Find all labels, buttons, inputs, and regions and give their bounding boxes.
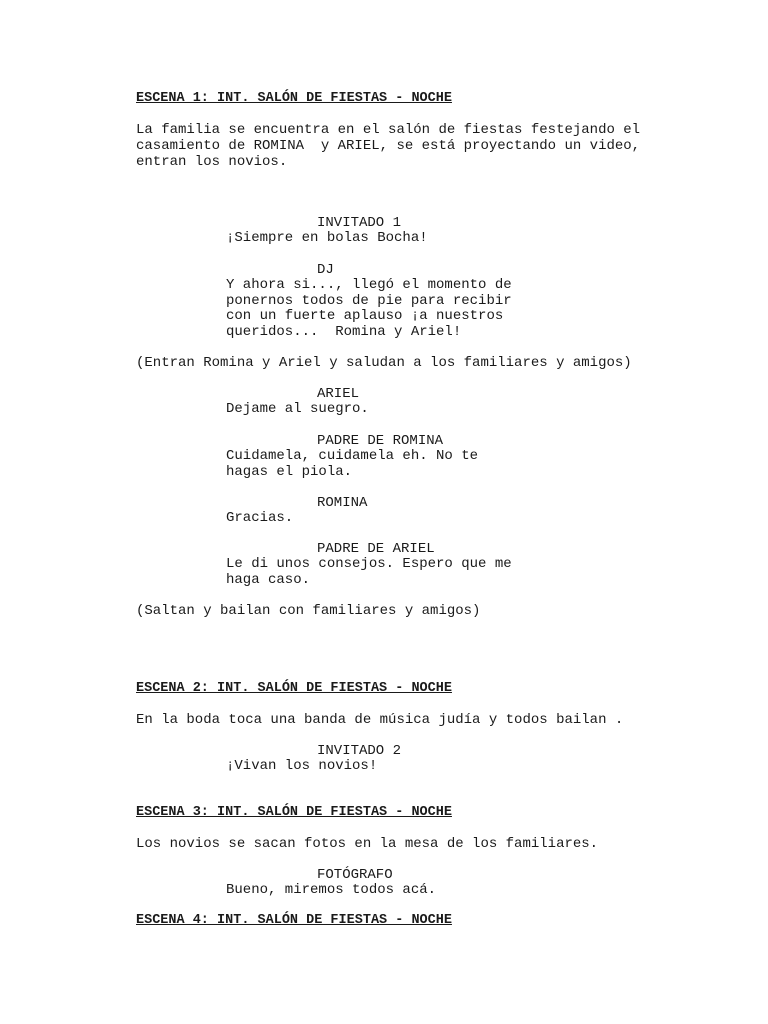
scene-1-action-3: (Saltan y bailan con familiares y amigos) <box>136 603 481 619</box>
dialogue-padre-de-romina: Cuidamela, cuidamela eh. No te hagas el piola. <box>226 448 479 480</box>
scene-4-heading: ESCENA 4: INT. SALÓN DE FIESTAS - NOCHE <box>136 913 452 928</box>
character-invitado-1: INVITADO 1 <box>317 215 402 231</box>
character-invitado-2: INVITADO 2 <box>317 743 402 759</box>
character-dj: DJ <box>317 262 334 278</box>
character-padre-de-ariel: PADRE DE ARIEL <box>317 541 435 557</box>
dialogue-dj: Y ahora si..., llegó el momento de ponernos todos de pie para recibir con un fuerte aplauso ¡a nuestros queridos... Romina y Ariel! <box>226 277 512 340</box>
scene-2-heading: ESCENA 2: INT. SALÓN DE FIESTAS - NOCHE <box>136 681 452 696</box>
scene-2-action: En la boda toca una banda de música judía y todos bailan . <box>136 712 624 728</box>
dialogue-ariel: Dejame al suegro. <box>226 401 369 417</box>
dialogue-invitado-2: ¡Vivan los novios! <box>226 758 378 774</box>
scene-3-action: Los novios se sacan fotos en la mesa de los familiares. <box>136 836 599 852</box>
dialogue-padre-de-ariel: Le di unos consejos. Espero que me haga caso. <box>226 556 512 588</box>
scene-1-heading: ESCENA 1: INT. SALÓN DE FIESTAS - NOCHE <box>136 91 452 106</box>
scene-1-action: La familia se encuentra en el salón de fiestas festejando el casamiento de ROMINA y ARIEL, se está proyectando un video, entran los novios. <box>136 122 641 170</box>
scene-3-heading: ESCENA 3: INT. SALÓN DE FIESTAS - NOCHE <box>136 805 452 820</box>
dialogue-invitado-1: ¡Siempre en bolas Bocha! <box>226 230 428 246</box>
character-padre-de-romina: PADRE DE ROMINA <box>317 433 444 449</box>
dialogue-romina: Gracias. <box>226 510 294 526</box>
character-ariel: ARIEL <box>317 386 360 402</box>
scene-1-action-2: (Entran Romina y Ariel y saludan a los familiares y amigos) <box>136 355 632 371</box>
character-fotografo: FOTÓGRAFO <box>317 867 393 883</box>
character-romina: ROMINA <box>317 495 368 511</box>
dialogue-fotografo: Bueno, miremos todos acá. <box>226 882 437 898</box>
